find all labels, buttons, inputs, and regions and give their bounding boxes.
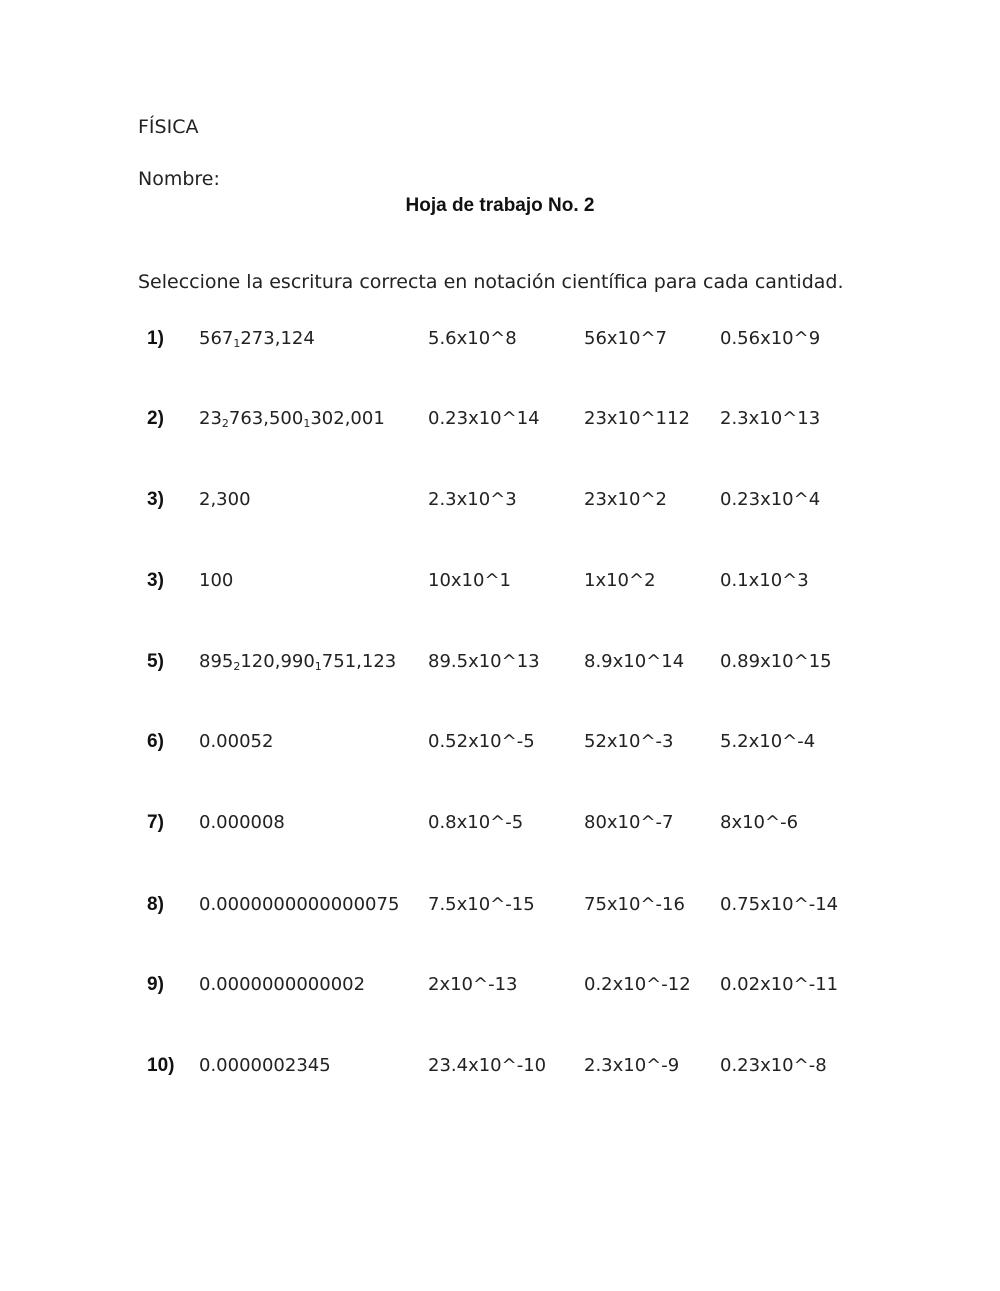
option-b[interactable]: 8.9x10^14 <box>584 651 685 672</box>
question-number: 6) <box>147 731 164 752</box>
option-b[interactable]: 23x10^2 <box>584 489 667 510</box>
option-a[interactable]: 2x10^-13 <box>428 974 518 995</box>
question-quantity: 0.00052 <box>199 731 274 752</box>
option-c[interactable]: 0.56x10^9 <box>720 328 821 349</box>
question-row <box>0 489 1000 515</box>
option-a[interactable]: 23.4x10^-10 <box>428 1055 547 1076</box>
subject-heading: FÍSICA <box>138 116 199 138</box>
question-number: 2) <box>147 408 164 429</box>
name-label: Nombre: <box>138 168 220 190</box>
option-b[interactable]: 52x10^-3 <box>584 731 674 752</box>
question-number: 10) <box>147 1055 175 1076</box>
question-quantity: 0.0000002345 <box>199 1055 331 1076</box>
question-row <box>0 974 1000 1000</box>
question-number: 1) <box>147 328 164 349</box>
option-c[interactable]: 2.3x10^13 <box>720 408 821 429</box>
option-a[interactable]: 10x10^1 <box>428 570 511 591</box>
question-row <box>0 1055 1000 1081</box>
question-number: 3) <box>147 570 164 591</box>
question-row <box>0 731 1000 757</box>
question-number: 7) <box>147 812 164 833</box>
option-b[interactable]: 23x10^112 <box>584 408 690 429</box>
option-a[interactable]: 5.6x10^8 <box>428 328 517 349</box>
option-c[interactable]: 0.02x10^-11 <box>720 974 839 995</box>
question-row <box>0 570 1000 596</box>
question-number: 8) <box>147 894 164 915</box>
option-a[interactable]: 7.5x10^-15 <box>428 894 535 915</box>
question-quantity: $23_2763,500_1302,001$ <box>199 408 385 430</box>
option-b[interactable]: 56x10^7 <box>584 328 667 349</box>
question-row <box>0 894 1000 920</box>
option-a[interactable]: 0.23x10^14 <box>428 408 540 429</box>
question-row <box>0 408 1000 434</box>
question-row <box>0 812 1000 838</box>
question-row <box>0 328 1000 354</box>
question-quantity: 2,300 <box>199 489 251 510</box>
option-a[interactable]: 2.3x10^3 <box>428 489 517 510</box>
question-number: 5) <box>147 651 164 672</box>
option-c[interactable]: 0.75x10^-14 <box>720 894 839 915</box>
worksheet-title: Hoja de trabajo No. 2 <box>405 195 595 216</box>
question-number: 3) <box>147 489 164 510</box>
option-c[interactable]: 0.89x10^15 <box>720 651 832 672</box>
option-c[interactable]: 8x10^-6 <box>720 812 799 833</box>
option-c[interactable]: 0.23x10^4 <box>720 489 821 510</box>
question-quantity: 0.0000000000000075 <box>199 894 400 915</box>
question-quantity: $895_2120,990_1751,123$ <box>199 651 397 673</box>
option-b[interactable]: 75x10^-16 <box>584 894 685 915</box>
question-quantity: 100 <box>199 570 234 591</box>
option-a[interactable]: 0.52x10^-5 <box>428 731 535 752</box>
option-c[interactable]: 5.2x10^-4 <box>720 731 816 752</box>
option-b[interactable]: 0.2x10^-12 <box>584 974 691 995</box>
instructions-text: Seleccione la escritura correcta en notación científica para cada cantidad. <box>138 271 844 293</box>
option-b[interactable]: 2.3x10^-9 <box>584 1055 680 1076</box>
question-quantity: 0.000008 <box>199 812 285 833</box>
option-a[interactable]: 0.8x10^-5 <box>428 812 524 833</box>
option-a[interactable]: 89.5x10^13 <box>428 651 540 672</box>
question-quantity: $567_1273,124$ <box>199 328 315 350</box>
option-c[interactable]: 0.1x10^3 <box>720 570 809 591</box>
question-number: 9) <box>147 974 164 995</box>
question-row <box>0 651 1000 677</box>
question-quantity: 0.0000000000002 <box>199 974 366 995</box>
option-b[interactable]: 80x10^-7 <box>584 812 674 833</box>
option-b[interactable]: 1x10^2 <box>584 570 656 591</box>
option-c[interactable]: 0.23x10^-8 <box>720 1055 827 1076</box>
